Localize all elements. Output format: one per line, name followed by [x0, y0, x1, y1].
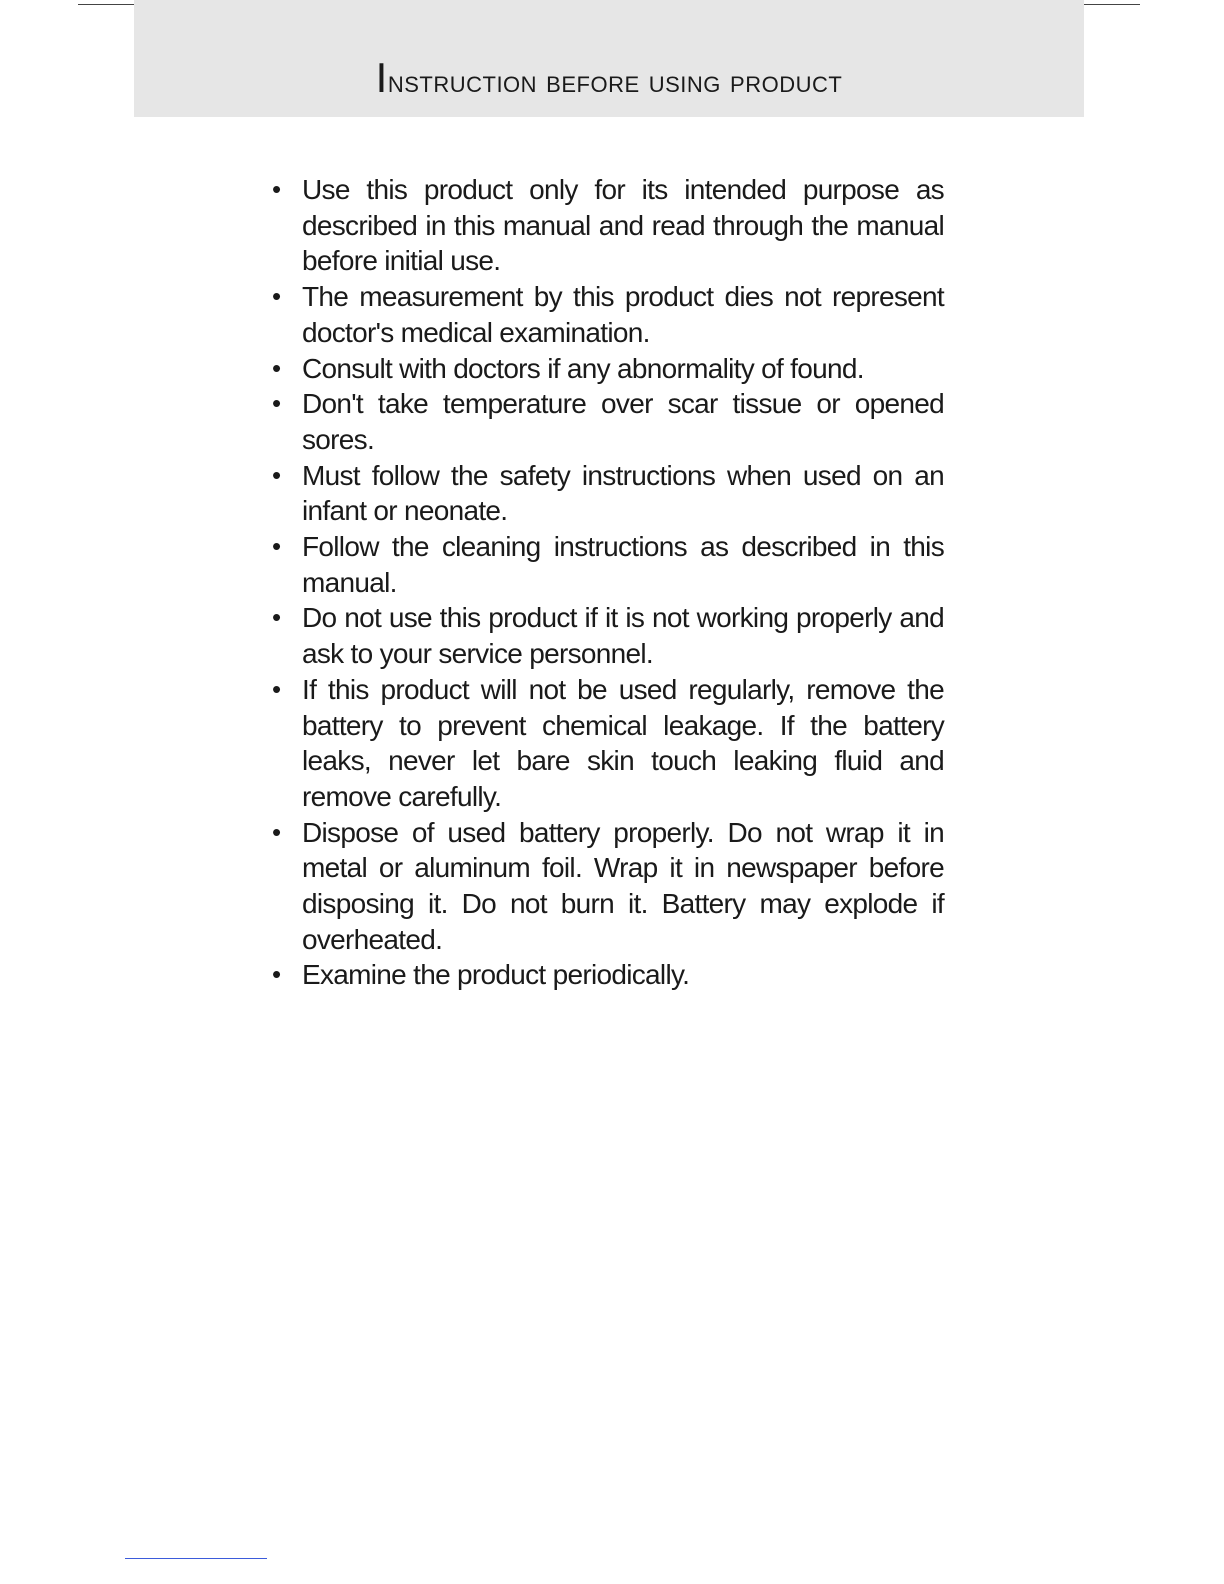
instruction-text-4: Don't take temperature over scar tissue or opened sores.: [302, 388, 944, 455]
instruction-text-8: If this product will not be used regularly, remove the battery to prevent chemical leakage. If the battery leaks, never let bare skin touch leaking fluid and remove carefully.: [302, 673, 944, 812]
page-title-rest: nstruction before using product: [387, 64, 843, 99]
instruction-item-7: [272, 600, 944, 671]
instruction-text-6: Follow the cleaning instructions as described in this manual.: [302, 531, 944, 598]
bullet-icon: •: [272, 602, 281, 633]
page-title: [134, 56, 1084, 104]
header-band: [134, 0, 1084, 117]
instruction-item-2: [272, 279, 944, 350]
instruction-text-9: Dispose of used battery properly. Do not wrap it in metal or aluminum foil. Wrap it in newspaper before disposing it. Do not burn it. Battery may explode if overheated.: [302, 816, 944, 955]
instruction-item-1: [272, 172, 944, 279]
instruction-item-10: [272, 957, 944, 993]
bullet-icon: •: [272, 959, 281, 990]
instruction-item-5: [272, 458, 944, 529]
top-rule-left: [78, 4, 134, 5]
instruction-text-1: Use this product only for its intended purpose as described in this manual and read through the manual before initial use.: [302, 174, 944, 277]
bullet-icon: •: [272, 531, 281, 562]
footer-rule: [125, 1558, 267, 1559]
bullet-icon: •: [272, 281, 281, 312]
instruction-item-3: [272, 351, 944, 387]
top-rule-right: [1084, 4, 1140, 5]
instruction-text-5: Must follow the safety instructions when used on an infant or neonate.: [302, 459, 944, 527]
bullet-icon: •: [272, 174, 281, 204]
instruction-item-6: [272, 529, 944, 600]
instruction-text-2: The measurement by this product dies not represent doctor's medical examination.: [302, 281, 944, 348]
instruction-item-4: [272, 386, 944, 457]
instruction-list: [272, 172, 944, 993]
page-title-initial: I: [375, 54, 388, 101]
instruction-item-8: [272, 672, 944, 815]
instruction-item-9: [272, 815, 944, 958]
bullet-icon: •: [272, 352, 281, 383]
instruction-text-7: Do not use this product if it is not working properly and ask to your service personnel.: [302, 602, 944, 670]
bullet-icon: •: [272, 673, 281, 704]
instruction-text-3: Consult with doctors if any abnormality of found.: [302, 352, 864, 384]
bullet-icon: •: [272, 816, 281, 847]
bullet-icon: •: [272, 459, 281, 490]
bullet-icon: •: [272, 388, 281, 419]
instruction-text-10: Examine the product periodically.: [302, 959, 690, 991]
